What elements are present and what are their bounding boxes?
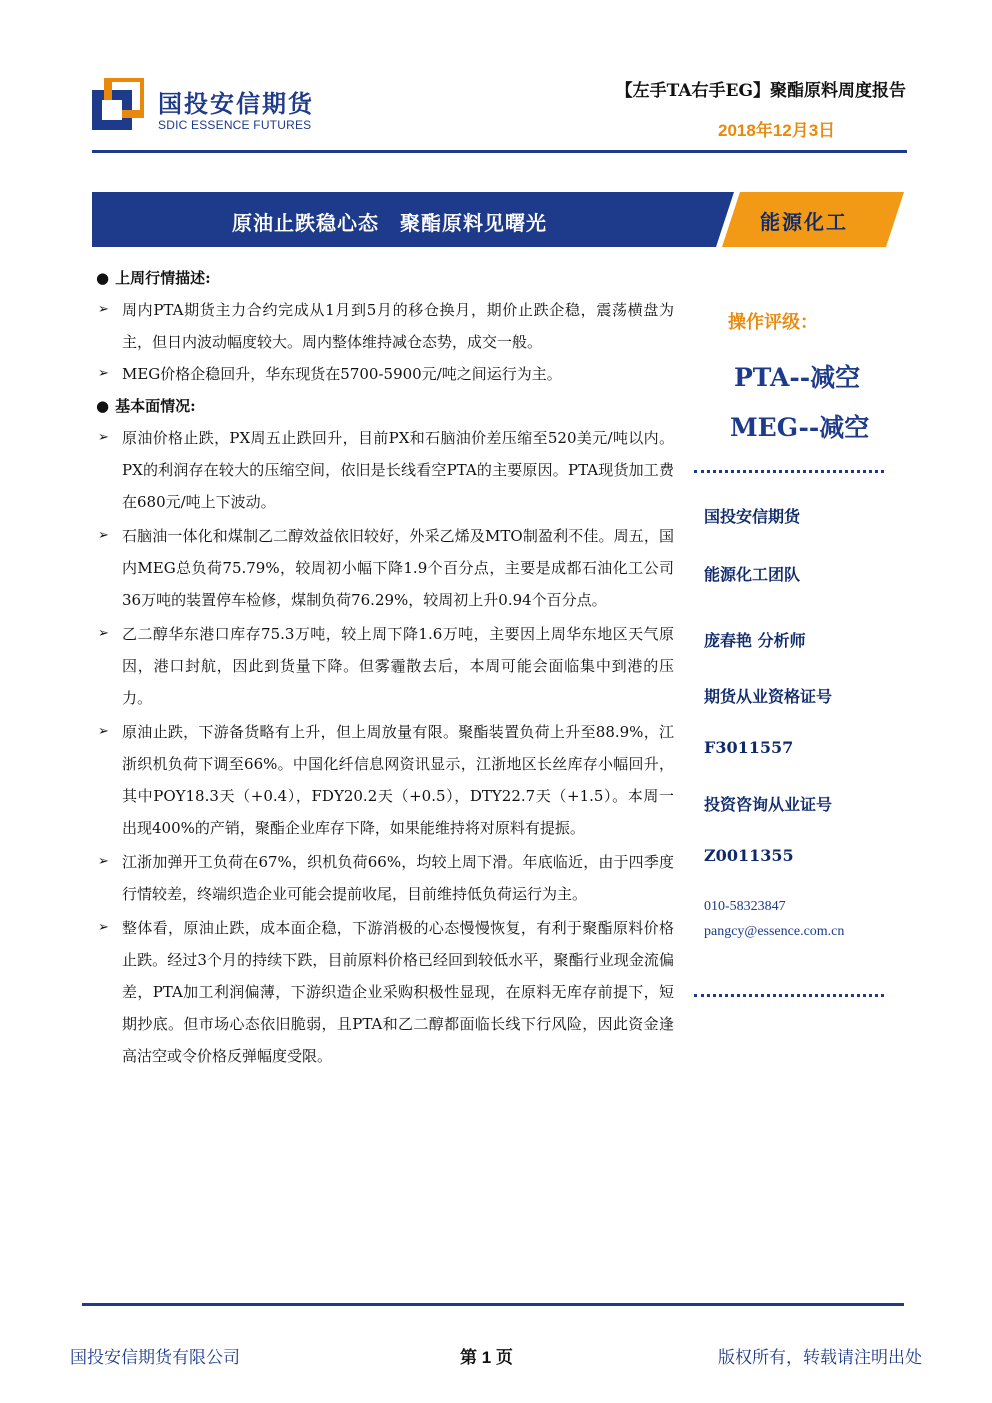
contact-phone: 010-58323847 <box>704 899 786 914</box>
sidebar-divider-top <box>694 470 884 473</box>
rating-meg: MEG--减空 <box>730 413 870 442</box>
section-dot-icon: ● <box>96 397 110 415</box>
invest-cert-number: Z0011355 <box>704 846 794 865</box>
page-headline: 原油止跌稳心态 聚酯原料见曙光 <box>232 211 547 235</box>
sidebar-divider-bottom <box>694 994 884 997</box>
futures-cert-label: 期货从业资格证号 <box>704 687 833 706</box>
arrow-bullet-icon: ➢ <box>98 528 109 543</box>
headline-banner <box>92 192 904 247</box>
sidebar-analyst: 庞春艳 分析师 <box>704 631 806 650</box>
sector-label: 能源化工 <box>760 210 848 234</box>
rating-pta: PTA--减空 <box>734 363 861 392</box>
list-item: ➢ MEG价格企稳回升，华东现货在5700-5900元/吨之间运行为主。 <box>96 358 674 390</box>
report-date: 2018年12月3日 <box>718 121 836 140</box>
contact-email[interactable]: pangcy@essence.com.cn <box>704 924 845 939</box>
sidebar-team: 能源化工团队 <box>704 565 801 584</box>
header-divider <box>92 150 907 153</box>
footer-copyright: 版权所有，转载请注明出处 <box>718 1348 922 1368</box>
section-dot-icon: ● <box>96 269 110 287</box>
footer-divider <box>82 1303 904 1306</box>
logo-english-name: SDIC ESSENCE FUTURES <box>158 118 312 132</box>
list-item: ➢ 乙二醇华东港口库存75.3万吨，较上周下降1.6万吨，主要因上周华东地区天气原因，港口封航，因此到货量下降。但雾霾散去后，本周可能会面临集中到港的压力。 <box>96 618 674 714</box>
futures-cert-number: F3011557 <box>704 738 794 757</box>
list-item: ➢ 原油价格止跌，PX周五止跌回升，目前PX和石脑油价差压缩至520美元/吨以内。PX的利润存在较大的压缩空间，依旧是长线看空PTA的主要原因。PTA现货加工费在680元/吨上下波动。 <box>96 422 674 518</box>
arrow-bullet-icon: ➢ <box>98 920 109 935</box>
footer-company: 国投安信期货有限公司 <box>70 1348 240 1368</box>
section-heading: ● 基本面情况: <box>96 390 674 422</box>
list-item: ➢ 周内PTA期货主力合约完成从1月到5月的移仓换月，期价止跌企稳，震荡横盘为主，但日内波动幅度较大。周内整体维持减仓态势，成交一般。 <box>96 294 674 358</box>
sidebar-company: 国投安信期货 <box>704 507 801 526</box>
list-item: ➢ 江浙加弹开工负荷在67%，织机负荷66%，均较上周下滑。年底临近，由于四季度行情较差，终端织造企业可能会提前收尾，目前维持低负荷运行为主。 <box>96 846 674 910</box>
arrow-bullet-icon: ➢ <box>98 724 109 739</box>
list-item: ➢ 原油止跌，下游备货略有上升，但上周放量有限。聚酯装置负荷上升至88.9%，江浙织机负荷下调至66%。中国化纤信息网资讯显示，江浙地区长丝库存小幅回升，其中POY18.3天（+0.4），FDY20.2天（+0.5），DTY22.7天（+1.5）。本周一出现400%的产销，聚酯企业库存下降，如果能维持将对原料有提振。 <box>96 716 674 844</box>
list-item: ➢ 整体看，原油止跌，成本面企稳，下游消极的心态慢慢恢复，有利于聚酯原料价格止跌。经过3个月的持续下跌，目前原料价格已经回到较低水平，聚酯行业现金流偏差，PTA加工利润偏薄，下游织造企业采购积极性显现，在原料无库存前提下，短期抄底。但市场心态依旧脆弱，且PTA和乙二醇都面临长线下行风险，因此资金逢高沽空或令价格反弹幅度受限。 <box>96 912 674 1072</box>
section-heading: ● 上周行情描述: <box>96 262 674 294</box>
page-number: 第 1 页 <box>460 1348 513 1367</box>
arrow-bullet-icon: ➢ <box>98 430 109 445</box>
company-logo <box>92 74 332 138</box>
logo-mark-icon <box>92 78 144 130</box>
list-item: ➢ 石脑油一体化和煤制乙二醇效益依旧较好，外采乙烯及MTO制盈利不佳。周五，国内MEG总负荷75.79%，较周初小幅下降1.9个百分点，主要是成都石油化工公司36万吨的装置停车检修，煤制负荷76.29%，较周初上升0.94个百分点。 <box>96 520 674 616</box>
arrow-bullet-icon: ➢ <box>98 854 109 869</box>
arrow-bullet-icon: ➢ <box>98 626 109 641</box>
arrow-bullet-icon: ➢ <box>98 302 109 317</box>
arrow-bullet-icon: ➢ <box>98 366 109 381</box>
main-content <box>96 262 674 1072</box>
rating-label: 操作评级： <box>728 312 818 333</box>
report-title: 【左手TA右手EG】聚酯原料周度报告 <box>615 81 906 101</box>
invest-cert-label: 投资咨询从业证号 <box>704 795 833 814</box>
logo-chinese-name: 国投安信期货 <box>158 90 314 118</box>
